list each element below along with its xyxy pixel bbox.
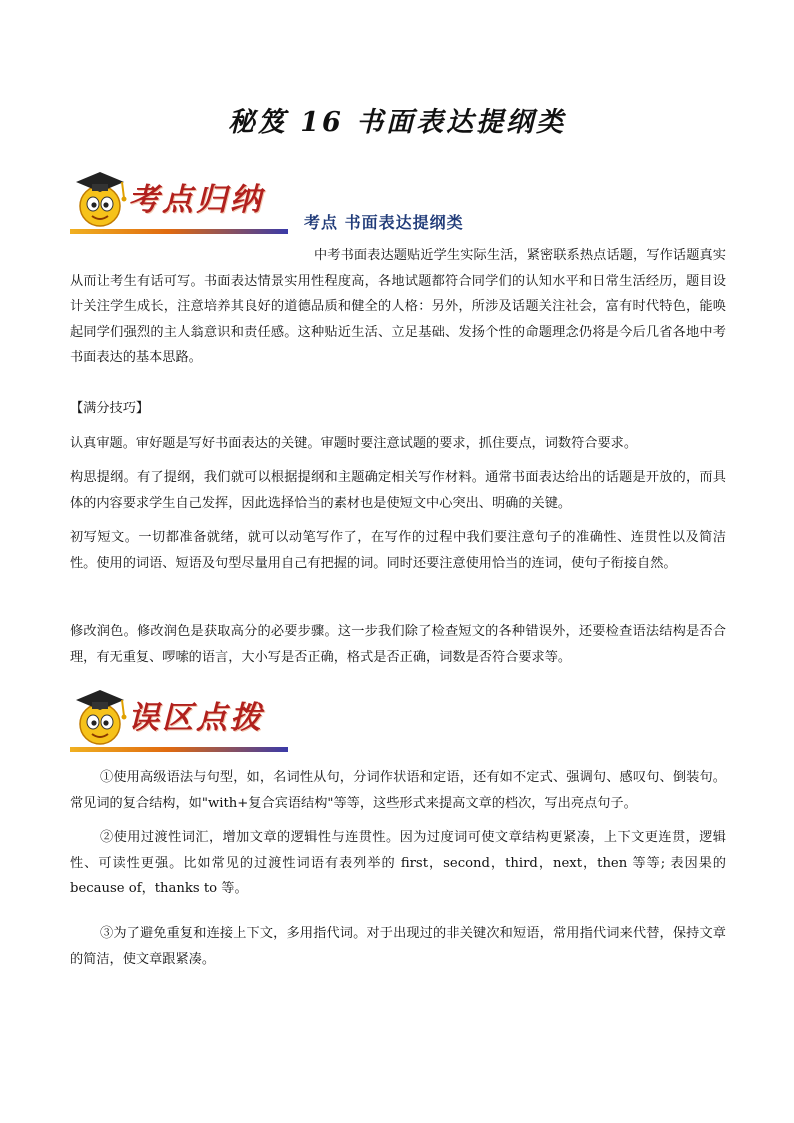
banner-text: 误区点拨: [128, 700, 264, 736]
page-title: 秘笈 16 书面表达提纲类: [227, 107, 567, 138]
pitfall-paragraph: [70, 765, 726, 816]
section-banner-wuqu: [70, 686, 288, 752]
section-banner-kaodian: [70, 168, 288, 234]
tip-text: 初写短文。一切都准备就绪，就可以动笔写作了，在写作的过程中我们要注意句子的准确性、连贯性以及简洁性。使用的词语、短语及句型尽量用自己有把握的词。同时还要注意使用恰当的连词，使句子衔接自然。: [70, 530, 726, 571]
tip-paragraph: [70, 431, 726, 457]
tip-text: 认真审题。审好题是写好书面表达的关键。审题时要注意试题的要求，抓住要点，词数符合要求。: [70, 436, 638, 451]
tip-text: 修改润色。修改润色是获取高分的必要步骤。这一步我们除了检查短文的各种错误外，还要检查语法结构是否合理，有无重复、啰嗦的语言，大小写是否正确，格式是否正确，词数是否符合要求等。: [70, 624, 726, 665]
tips-heading-text: 【满分技巧】: [70, 401, 150, 416]
banner-underline: [70, 747, 288, 752]
banner-underline: [70, 229, 288, 234]
tips-heading: [70, 396, 726, 422]
tip-paragraph: [70, 619, 726, 670]
pitfall-text: ①使用高级语法与句型，如，名词性从句，分词作状语和定语，还有如不定式、强调句、感叹句、倒装句。常见词的复合结构，如"with+复合宾语结构"等等，这些形式来提高文章的档次，写出亮点句子。: [70, 770, 726, 811]
pitfall-paragraph: [70, 921, 726, 972]
tip-paragraph: [70, 465, 726, 516]
banner-text: 考点归纳: [128, 182, 264, 218]
pitfall-text: ③为了避免重复和连接上下文，多用指代词。对于出现过的非关键次和短语，常用指代词来代替，保持文章的简洁，使文章跟紧凑。: [70, 926, 726, 967]
intro-paragraph: [70, 243, 726, 371]
pitfall-text: ②使用过渡性词汇，增加文章的逻辑性与连贯性。因为过度词可使文章结构更紧凑，上下文更连贯，逻辑性、可读性更强。比如常见的过渡性词语有表列举的 first，second，third，next，then 等等; 表因果的 because of，thanks to 等。: [70, 830, 726, 896]
mascot-icon: [70, 168, 130, 230]
tip-text: 构思提纲。有了提纲，我们就可以根据提纲和主题确定相关写作材料。通常书面表达给出的话题是开放的，而具体的内容要求学生自己发挥，因此选择恰当的素材也是使短文中心突出、明确的关键。: [70, 470, 726, 511]
pitfall-paragraph: [70, 825, 726, 902]
tip-paragraph: [70, 525, 726, 576]
point-title: 考点 书面表达提纲类: [304, 213, 464, 232]
intro-text: 中考书面表达题贴近学生实际生活，紧密联系热点话题，写作话题真实从而让考生有话可写。书面表达情景实用性程度高，各地试题都符合同学们的认知水平和日常生活经历，题目设计关注学生成长，注意培养其良好的道德品质和健全的人格：另外，所涉及话题关注社会，富有时代特色，能唤起同学们强烈的主人翁意识和责任感。这种贴近生活、立足基础、发扬个性的命题理念仍将是今后几省各地中考书面表达的基本思路。: [70, 248, 726, 365]
mascot-icon: [70, 686, 130, 748]
